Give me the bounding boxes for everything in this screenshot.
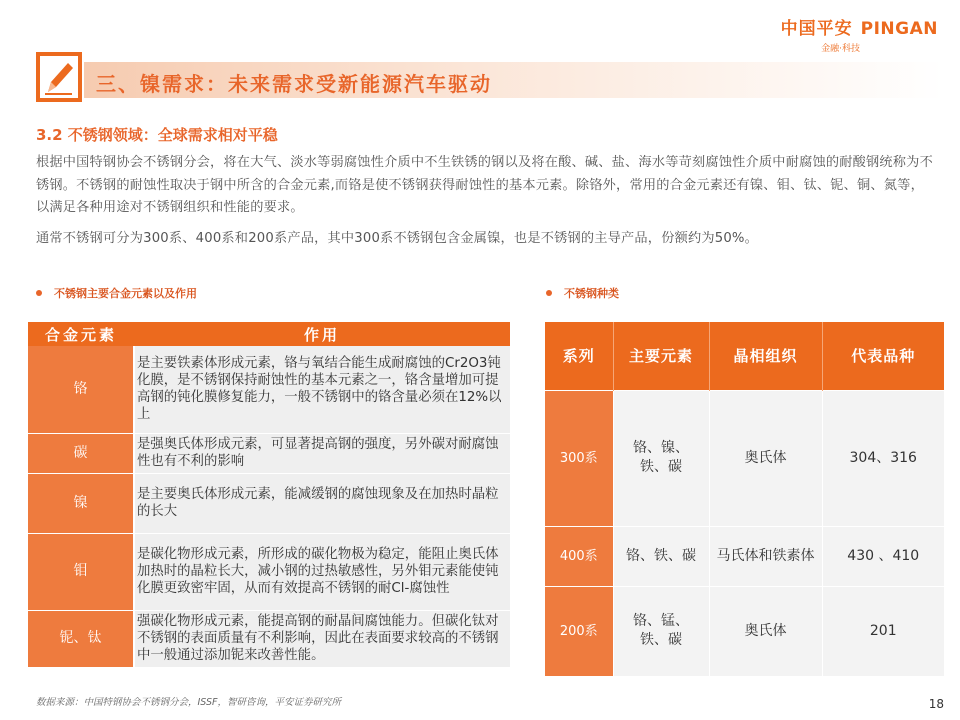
effect-cell: 是强奥氏体形成元素，可显著提高钢的强度，另外碳对耐腐蚀性也有不利的影响: [134, 433, 510, 473]
elements-cell: 铬、铁、碳: [613, 526, 709, 586]
right-section-label: 不锈钢种类: [546, 285, 619, 301]
column-header: 合金元素: [28, 322, 134, 346]
elements-cell: 铬、镍、铁、碳: [613, 390, 709, 526]
brand-logo: [781, 14, 938, 54]
table-header-row: [545, 322, 944, 390]
table-row: [28, 533, 510, 610]
alloy-elements-table: [28, 322, 510, 668]
element-cell: 钼: [28, 533, 134, 610]
column-header: 系列: [545, 322, 613, 390]
effect-cell: 是主要铁素体形成元素，铬与氧结合能生成耐腐蚀的Cr2O3钝化膜，是不锈钢保持耐蚀性的基本元素之一，铬含量增加可提高钢的钝化膜修复能力，一般不锈钢中的铬含量必须在12%以上: [134, 346, 510, 433]
left-section-label: 不锈钢主要合金元素以及作用: [36, 285, 197, 301]
series-cell: 400系: [545, 526, 613, 586]
logo-tagline: 金融·科技: [821, 44, 860, 54]
column-header: 代表品种: [822, 322, 944, 390]
element-cell: 碳: [28, 433, 134, 473]
pencil-note-icon: [36, 52, 82, 102]
page-number: 18: [928, 697, 944, 711]
grades-cell: 304、316: [822, 390, 944, 526]
structure-cell: 奥氏体: [709, 390, 822, 526]
effect-cell: 是主要奥氏体形成元素，能减缓钢的腐蚀现象及在加热时晶粒的长大: [134, 473, 510, 533]
table-header-row: [28, 322, 510, 346]
data-source-note: 数据来源：中国特钢协会不锈钢分会，ISSF，智研咨询，平安证券研究所: [36, 697, 341, 708]
series-cell: 300系: [545, 390, 613, 526]
table-row: [28, 433, 510, 473]
element-cell: 铌、钛: [28, 610, 134, 667]
structure-cell: 奥氏体: [709, 586, 822, 676]
element-cell: 镍: [28, 473, 134, 533]
structure-cell: 马氏体和铁素体: [709, 526, 822, 586]
grades-cell: 201: [822, 586, 944, 676]
table-row: [545, 586, 944, 676]
column-header: 作用: [134, 322, 510, 346]
grades-cell: 430 、410: [822, 526, 944, 586]
column-header: 主要元素: [613, 322, 709, 390]
effect-cell: 强碳化物形成元素，能提高钢的耐晶间腐蚀能力。但碳化钛对不锈钢的表面质量有不利影响，因此在表面要求较高的不锈钢中一般通过添加铌来改善性能。: [134, 610, 510, 667]
table-row: [545, 390, 944, 526]
series-cell: 200系: [545, 586, 613, 676]
effect-cell: 是碳化物形成元素，所形成的碳化物极为稳定，能阻止奥氏体加热时的晶粒长大，减小钢的过热敏感性，另外钼元素能使钝化膜更致密牢固，从而有效提高不锈钢的耐Cl-腐蚀性: [134, 533, 510, 610]
page-title: 三、镍需求：未来需求受新能源汽车驱动: [96, 72, 492, 96]
bullet-dot-icon: [36, 290, 42, 296]
element-cell: 铬: [28, 346, 134, 433]
table-row: [545, 526, 944, 586]
column-header: 晶相组织: [709, 322, 822, 390]
table-row: [28, 610, 510, 667]
stainless-types-table: [545, 322, 944, 676]
table-row: [28, 346, 510, 433]
bullet-dot-icon: [546, 290, 552, 296]
intro-paragraph: 根据中国特钢协会不锈钢分会，将在大气、淡水等弱腐蚀性介质中不生铁锈的钢以及将在酸、碱、盐、海水等苛刻腐蚀性介质中耐腐蚀的耐酸钢统称为不锈钢。不锈钢的耐蚀性取决于钢中所含的合金元素,而铬是使不锈钢获得耐蚀性的基本元素。除铬外，常用的合金元素还有镍、钼、钛、铌、铜、氮等，以满足各种用途对不锈钢组织和性能的要求。: [36, 155, 933, 215]
logo-wordmark: 中国平安 PINGAN: [780, 19, 938, 39]
elements-cell: 铬、锰、铁、碳: [613, 586, 709, 676]
series-paragraph: 通常不锈钢可分为300系、400系和200系产品，其中300系不锈钢包含金属镍，也是不锈钢的主导产品，份额约为50%。: [36, 231, 759, 246]
table-row: [28, 473, 510, 533]
section-subheading: 3.2 不锈钢领域：全球需求相对平稳: [36, 126, 278, 144]
